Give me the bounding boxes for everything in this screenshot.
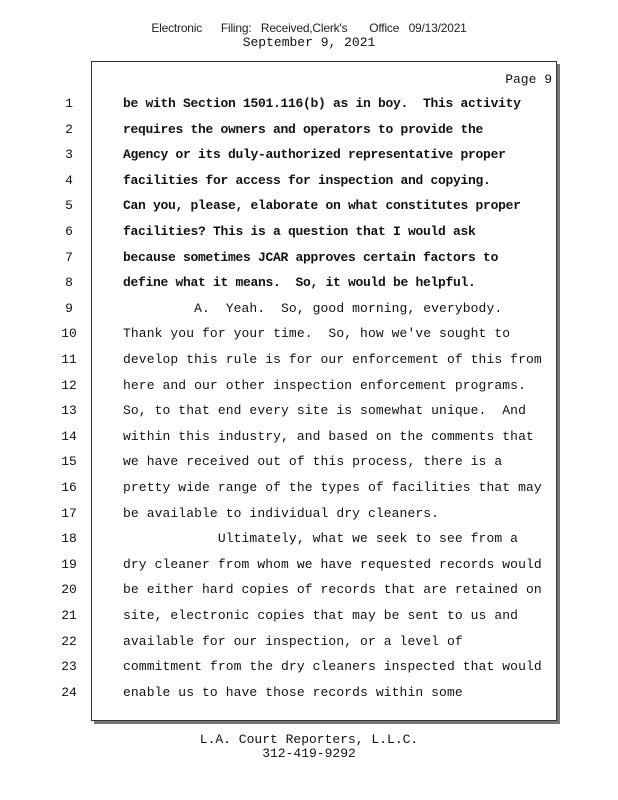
transcript-line: because sometimes JCAR approves certain factors to <box>123 250 499 265</box>
line-number: 4 <box>65 173 73 188</box>
transcript-date: September 9, 2021 <box>242 35 376 50</box>
line-number: 8 <box>65 275 73 290</box>
line-number: 22 <box>61 634 77 649</box>
transcript-line: define what it means. So, it would be helpful. <box>123 275 476 290</box>
line-number: 7 <box>65 250 73 265</box>
transcript-line: So, to that end every site is somewhat unique. And <box>123 403 526 418</box>
transcript-line: Can you, please, elaborate on what constitutes proper <box>123 198 521 213</box>
transcript-line: we have received out of this process, there is a <box>123 454 503 469</box>
transcript-line: pretty wide range of the types of facilities that may <box>123 480 542 495</box>
line-number: 15 <box>61 454 77 469</box>
reporter-company: L.A. Court Reporters, L.L.C. <box>199 732 419 747</box>
transcript-line: Agency or its duly-authorized representative proper <box>123 147 506 162</box>
line-number: 12 <box>61 378 77 393</box>
reporter-phone: 312-419-9292 <box>262 746 356 761</box>
line-number: 18 <box>61 531 77 546</box>
transcript-line: facilities? This is a question that I would ask <box>123 224 476 239</box>
line-number: 19 <box>61 557 77 572</box>
line-number: 20 <box>61 582 77 597</box>
line-number: 14 <box>61 429 77 444</box>
transcript-line: requires the owners and operators to provide the <box>123 122 484 137</box>
filing-stamp: Electronic Filing: Received,Clerk's Office 09/13/2021 <box>151 21 467 35</box>
line-number: 23 <box>61 659 77 674</box>
transcript-line: here and our other inspection enforcement programs. <box>123 378 526 393</box>
transcript-line: dry cleaner from whom we have requested records would <box>123 557 542 572</box>
line-number: 16 <box>61 480 77 495</box>
transcript-line: commitment from the dry cleaners inspected that would <box>123 659 542 674</box>
transcript-line: Thank you for your time. So, how we've sought to <box>123 326 511 341</box>
line-number: 24 <box>61 685 77 700</box>
line-number: 13 <box>61 403 77 418</box>
line-number: 11 <box>61 352 77 367</box>
page-number: Page 9 <box>505 72 552 87</box>
line-number: 2 <box>65 122 73 137</box>
line-number: 21 <box>61 608 77 623</box>
line-number: 1 <box>65 96 73 111</box>
transcript-line: within this industry, and based on the comments that <box>123 429 534 444</box>
line-number: 9 <box>65 301 73 316</box>
footer <box>0 733 618 761</box>
transcript-line: Ultimately, what we seek to see from a <box>123 531 519 546</box>
transcript-line: be either hard copies of records that are retained on <box>123 582 542 597</box>
transcript-page <box>61 61 557 721</box>
transcript-line: facilities for access for inspection and copying. <box>123 173 491 188</box>
transcript-line: be available to individual dry cleaners. <box>123 506 440 521</box>
transcript-line: available for our inspection, or a level of <box>123 634 463 649</box>
line-number: 3 <box>65 147 73 162</box>
line-number: 10 <box>61 326 77 341</box>
transcript-line: site, electronic copies that may be sent to us and <box>123 608 519 623</box>
line-number: 17 <box>61 506 77 521</box>
line-number: 5 <box>65 198 73 213</box>
transcript-line: be with Section 1501.116(b) as in boy. This activity <box>123 96 521 111</box>
line-number: 6 <box>65 224 73 239</box>
transcript-line: enable us to have those records within some <box>123 685 463 700</box>
transcript-line: develop this rule is for our enforcement of this from <box>123 352 542 367</box>
transcript-line: A. Yeah. So, good morning, everybody. <box>123 301 503 316</box>
